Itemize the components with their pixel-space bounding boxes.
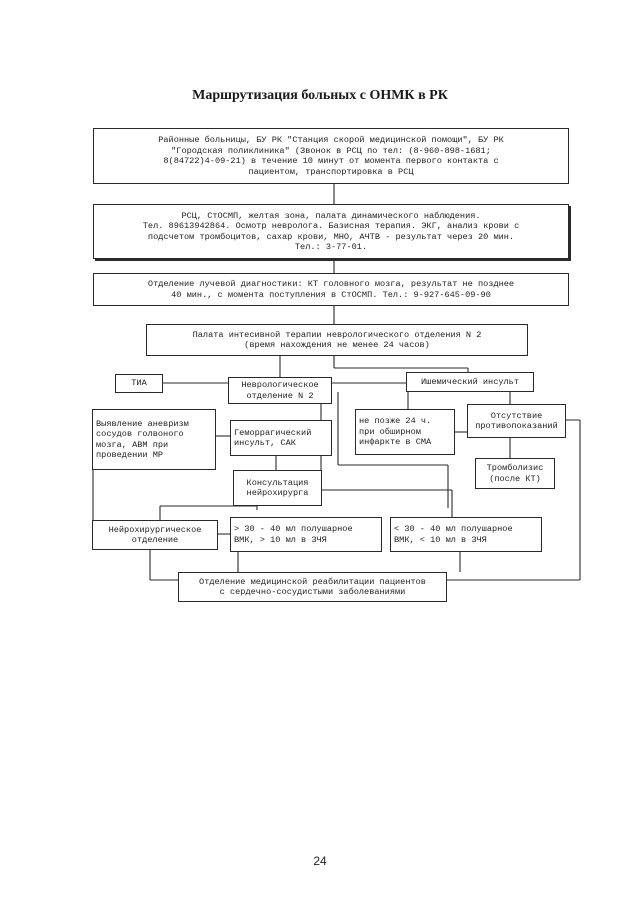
box-tia: ТИА [115, 374, 163, 393]
box-ischemic-stroke: Ишемический инсульт [406, 372, 534, 392]
box-thrombolysis: Тромболизис (после КТ) [475, 458, 555, 489]
box-aneurysm: Выявление аневризм сосудов голвоного мозга, АВМ при проведении МР [92, 409, 216, 470]
box-hemorrhagic-stroke: Геморрагический инсульт, САК [230, 420, 332, 456]
box-neurosurgeon-consult: Консультация нейрохирурга [233, 470, 322, 506]
box-neurosurgery-dept: Нейрохирургическое отделение [92, 520, 218, 550]
box-late-24h: не позже 24 ч. при обширном инфаркте в СМА [355, 409, 455, 455]
box-more-30ml: > 30 - 40 мл полушарное ВМК, > 10 мл в ЗЧЯ [230, 517, 382, 552]
box-radiology: Отделение лучевой диагностики: КТ головного мозга, результат не позднее 40 мин., с момента поступления в СтОСМП. Тел.: 9-927-645-09-90 [93, 273, 569, 306]
box-neurology-dept: Неврологическое отделение N 2 [228, 377, 332, 404]
page-title: Маршрутизация больных с ОНМК в РК [192, 88, 448, 103]
box-less-30ml: < 30 - 40 мл полушарное ВМК, < 10 мл в ЗЧЯ [390, 517, 542, 552]
box-intensive-care: Палата интесивной терапии неврологического отделения N 2 (время нахождения не менее 24 часов) [146, 324, 528, 356]
box-no-contraindications: Отсутствие противопоказаний [467, 404, 566, 438]
page-number: 24 [313, 854, 327, 868]
box-rehabilitation: Отделение медицинской реабилитации пациентов с сердечно-сосудистыми заболеваниями [178, 572, 447, 602]
box-rsc-observation: РСЦ, СтОСМП, желтая зона, палата динамического наблюдения. Тел. 89613942864. Осмотр невролога. Базисная терапия. ЭКГ, анализ крови с подсчетом тромбоцитов, сахар крови, МНО, АЧТВ - результат через 20 мин. Тел.: 3-77-01. [93, 204, 569, 259]
box-regional-hospitals: Районные больницы, БУ РК "Станция скорой медицинской помощи", БУ РК "Городская поликлиника" (Звонок в РСЦ по тел: (8-960-898-1681; 8(84722)4-09-21) в течение 10 минут от момента первого контакта с пациентом, транспортировка в РСЦ [93, 128, 569, 184]
